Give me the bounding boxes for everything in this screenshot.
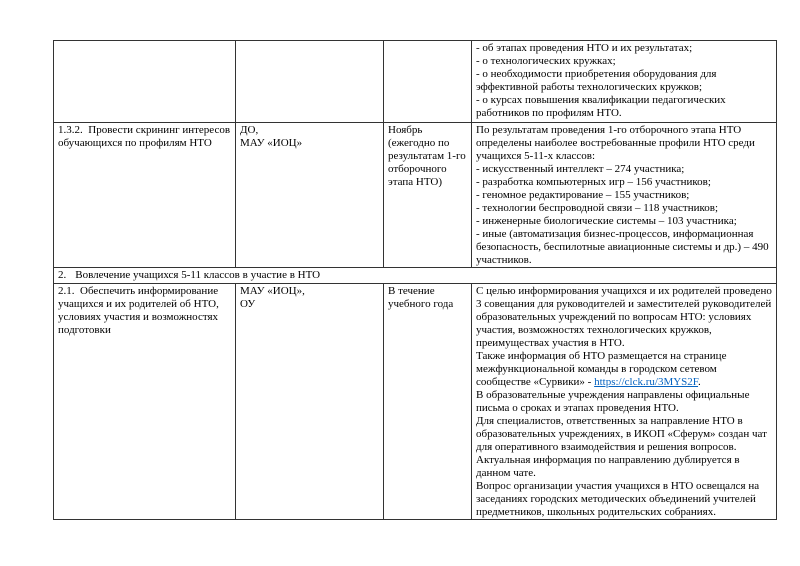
responsible-cell: [236, 123, 384, 268]
activity-cell: [54, 123, 236, 268]
results-cell: [472, 41, 777, 123]
action-plan-table: [53, 40, 777, 520]
table-row-continuation: [54, 41, 777, 123]
section-number: 2.: [58, 269, 67, 281]
responsible-line: МАУ «ИОЦ»: [240, 137, 303, 149]
results-paragraph: Вопрос организации участия учащихся в НТО освещался на заседаниях городских методических объединений учителей предметников, школьных родительских собраниях.: [476, 480, 760, 518]
responsible-line: МАУ «ИОЦ»,: [240, 285, 305, 297]
survivki-link[interactable]: https://clck.ru/3MYS2F: [594, 376, 699, 388]
result-line: - искусственный интеллект – 274 участника;: [476, 163, 685, 175]
result-line: - инженерные биологические системы – 103 участника;: [476, 215, 737, 227]
link-paragraph-after: .: [698, 376, 701, 388]
responsible-line: ДО,: [240, 124, 259, 136]
activity-cell: [54, 41, 236, 123]
results-paragraph: В образовательные учреждения направлены официальные письма о сроках и этапах проведения НТО.: [476, 389, 750, 414]
result-line: - иные (автоматизация бизнес-процессов, информационная безопасность, беспилотные авиационные системы и др.) – 490 участников.: [476, 228, 769, 266]
section-heading-cell: [54, 268, 777, 284]
responsible-line: ОУ: [240, 298, 256, 310]
timing-cell: [384, 123, 472, 268]
section-title: Вовлечение учащихся 5-11 классов в участие в НТО: [75, 269, 321, 281]
link-paragraph-before: Также информация об НТО размещается на странице межфункциональной команды в городском сетевом сообществе «Сурвики» -: [476, 350, 727, 388]
responsible-cell: [236, 284, 384, 520]
timing-cell: [384, 41, 472, 123]
section-row-2: [54, 268, 777, 284]
activity-cell: [54, 284, 236, 520]
result-line: - технологии беспроводной связи – 118 участников;: [476, 202, 718, 214]
result-line: - об этапах проведения НТО и их результатах;: [476, 42, 693, 54]
results-cell: [472, 284, 777, 520]
results-paragraph: С целью информирования учащихся и их родителей проведено 3 совещания для руководителей и заместителей руководителей образовательных учреждений по вопросам НТО: условиях участия, возможностях технологических кружков, преимуществах участия в НТО.: [476, 285, 772, 349]
activity-text: 2.1. Обеспечить информирование учащихся и их родителей об НТО, условиях участия и возможностях подготовки: [58, 285, 219, 336]
result-line: - о необходимости приобретения оборудования для эффективной работы технологических кружков;: [476, 68, 717, 93]
results-paragraph: Актуальная информация по направлению дублируется в данном чате.: [476, 454, 740, 479]
result-line: - разработка компьютерных игр – 156 участников;: [476, 176, 711, 188]
result-line: - о курсах повышения квалификации педагогических работников по профилям НТО.: [476, 94, 726, 119]
activity-text: 1.3.2. Провести скрининг интересов обучающихся по профилям НТО: [58, 124, 231, 149]
timing-text: В течение учебного года: [388, 285, 454, 310]
results-paragraph-with-link: [476, 350, 772, 389]
timing-cell: [384, 284, 472, 520]
table-row-2-1: [54, 284, 777, 520]
results-paragraph: Для специалистов, ответственных за направление НТО в образовательных учреждениях, в ИКОП «Сферум» создан чат для оперативного взаимодействия и решения вопросов.: [476, 415, 767, 453]
responsible-cell: [236, 41, 384, 123]
timing-text: Ноябрь (ежегодно по результатам 1-го отборочного этапа НТО): [388, 124, 466, 188]
table-row-1-3-2: [54, 123, 777, 268]
results-intro: По результатам проведения 1-го отборочного этапа НТО определены наиболее востребованные профили НТО среди учащихся 5-11-х классов:: [476, 124, 755, 162]
result-line: - о технологических кружках;: [476, 55, 616, 67]
result-line: - геномное редактирование – 155 участников;: [476, 189, 690, 201]
results-cell: [472, 123, 777, 268]
